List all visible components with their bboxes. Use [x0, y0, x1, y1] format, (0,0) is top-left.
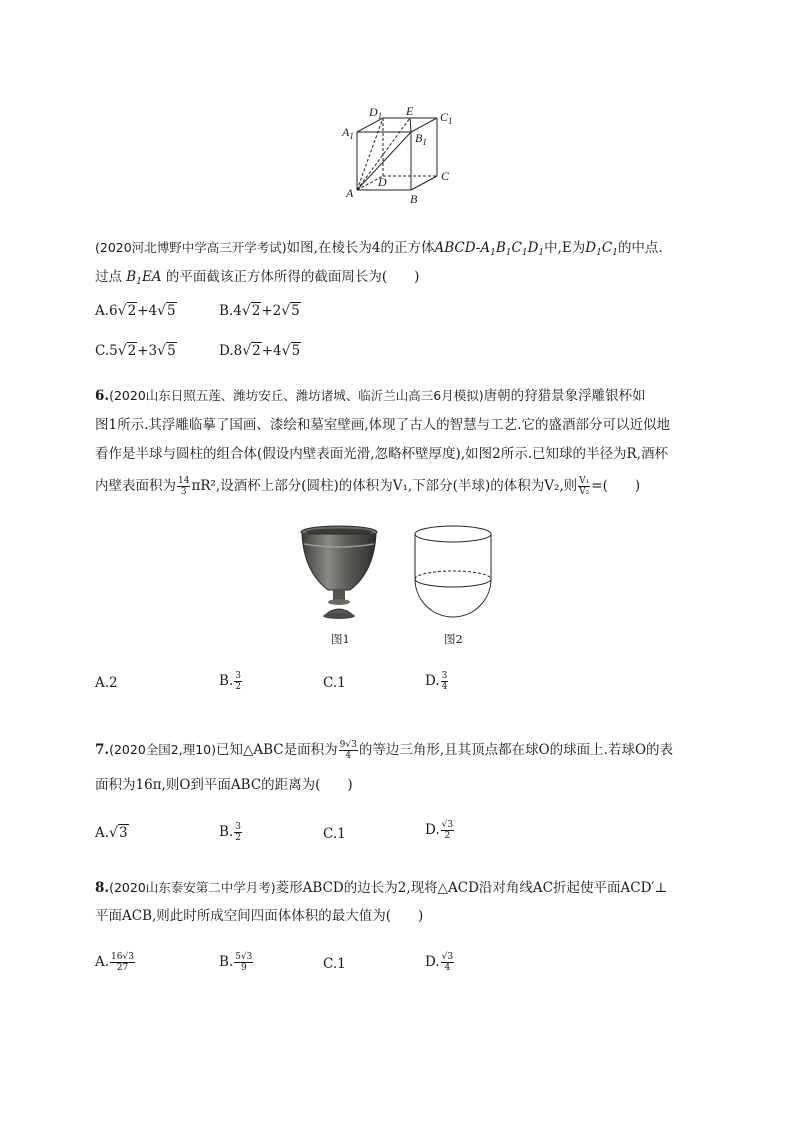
q5-option-d[interactable]: D.8√2+4√5: [219, 343, 301, 359]
q6-source: (2020山东日照五莲、潍坊安丘、潍坊诸城、临沂兰山高三6月模拟): [109, 388, 484, 403]
q7-option-c[interactable]: C.1: [323, 826, 346, 842]
q7-line1: 7.(2020全国2,理10)已知△ABC是面积为 $\frac{9√3}{4}$ 的等边三角形,且其顶点都在球O的球面上.若球O的表: [95, 740, 674, 761]
cube-label-C1: $C_1$: [440, 110, 453, 126]
q6-ratio: $\frac{\text{V₁}}{\text{V₂}}$: [579, 476, 590, 497]
q8-line1: 8.(2020山东泰安第二中学月考)菱形ABCD的边长为2,现将△ACD沿对角线AC折起使平面ACD′⊥: [95, 880, 668, 896]
figure-2-caption: 图2: [444, 632, 463, 646]
q6-line1: 6.(2020山东日照五莲、潍坊安丘、潍坊诸城、临沂兰山高三6月模拟)唐朝的狩猎景象浮雕银杯如: [95, 388, 646, 404]
q5-option-b[interactable]: B.4√2+2√5: [219, 303, 300, 319]
q6-line4: 内壁表面积为 $\frac{14}{3}$ πR²,设酒杯上部分(圆柱)的体积为V₁,下部分(半球)的体积为V₂,则 $\frac{\text{V₁}}{\text{V₂}}$ =( ): [95, 476, 641, 497]
q5-line2: 过点 $B_1EA$ 的平面截该正方体所得的截面周长为( ): [95, 269, 420, 287]
q8-option-c[interactable]: C.1: [323, 956, 346, 972]
cube-label-D: D: [378, 175, 387, 189]
q5-option-c[interactable]: C.5√2+3√5: [95, 343, 176, 359]
cube-label-C: C: [441, 169, 450, 183]
cylinder-hemisphere-diagram: [412, 524, 494, 620]
q7-line2: 面积为16π,则O到平面ABC的距离为( ): [95, 777, 353, 793]
cube-label-A: A: [346, 186, 354, 200]
q7-option-a[interactable]: A.√3: [95, 825, 128, 841]
cube-label-A1: $A_1$: [342, 125, 354, 141]
q7-number: 7.: [95, 742, 110, 758]
cube-label-B1: $B_1$: [415, 131, 427, 147]
q7-option-d[interactable]: D. $\frac{√3}{2}$: [425, 820, 454, 841]
q6-option-b[interactable]: B. $\frac{3}{2}$: [219, 671, 241, 692]
q8-number: 8.: [95, 880, 110, 896]
q7-source: (2020全国2,理10): [109, 742, 216, 757]
cube-label-D1: $D_1$: [369, 105, 383, 121]
q6-option-c[interactable]: C.1: [323, 675, 346, 691]
cube-label-E: E: [406, 104, 414, 118]
cube-label-B: B: [410, 192, 418, 206]
q5-text3: 的中点.: [617, 240, 663, 256]
q6-line2: 图1所示.其浮雕临摹了国画、漆绘和墓室壁画,体现了古人的智慧与工艺.它的盛酒部分可以近似地: [95, 417, 670, 433]
q7-fraction: $\frac{9√3}{4}$: [339, 740, 357, 761]
q8-option-d[interactable]: D. $\frac{√3}{4}$: [425, 952, 454, 973]
q8-option-b[interactable]: B. $\frac{5√3}{9}$: [219, 952, 253, 973]
q5-body: ABCD-$A_1B_1C_1D_1$: [434, 240, 545, 258]
silver-cup-image: [298, 524, 380, 620]
q7-option-b[interactable]: B. $\frac{3}{2}$: [219, 822, 241, 843]
q5-option-a[interactable]: A.6√2+4√5: [95, 303, 176, 319]
q6-option-a[interactable]: A.2: [95, 675, 118, 691]
q6-option-d[interactable]: D. $\frac{3}{4}$: [425, 671, 448, 692]
figure-1-caption: 图1: [331, 632, 350, 646]
q5-line1: (2020河北博野中学高三开学考试)如图,在棱长为4的正方体ABCD-$A_1B_1C_1D_1$中,E为$D_1C_1$的中点.: [95, 240, 663, 258]
q5-text2: 中,E为: [544, 240, 586, 256]
q8-source: (2020山东泰安第二中学月考): [109, 880, 276, 895]
q6-fraction: $\frac{14}{3}$: [178, 476, 190, 497]
q5-text1: 如图,在棱长为4的正方体: [286, 240, 435, 256]
q8-line2: 平面ACB,则此时所成空间四面体体积的最大值为( ): [95, 908, 424, 924]
q6-line3: 看作是半球与圆柱的组合体(假设内壁表面光滑,忽略杯壁厚度),如图2所示.已知球的半径为R,酒杯: [95, 446, 668, 462]
q6-number: 6.: [95, 388, 110, 404]
q5-source: (2020河北博野中学高三开学考试): [95, 240, 287, 255]
q8-option-a[interactable]: A. $\frac{16√3}{27}$: [95, 952, 134, 973]
